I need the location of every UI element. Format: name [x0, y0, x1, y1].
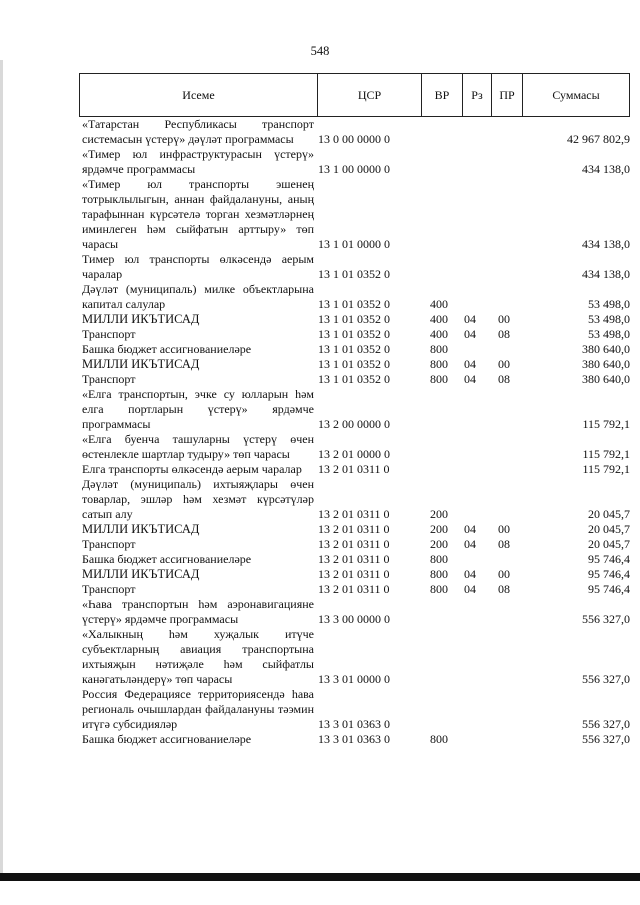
row-sum: 115 792,1: [582, 447, 630, 461]
header-sum: Суммасы: [522, 74, 630, 116]
row-sum: 53 498,0: [588, 312, 630, 326]
row-sum: 53 498,0: [588, 327, 630, 341]
row-name: Транспорт: [82, 372, 136, 386]
row-sum: 434 138,0: [582, 237, 630, 251]
table-body: [82, 117, 630, 747]
row-name: Транспорт: [82, 582, 136, 596]
table-row: [82, 372, 630, 387]
row-vr: 800: [430, 567, 448, 581]
table-row: [82, 477, 630, 522]
row-vr: 400: [430, 312, 448, 326]
table-row: [82, 732, 630, 747]
row-csr: 13 2 01 0311 0: [318, 522, 390, 536]
row-rz: 04: [464, 327, 476, 341]
row-name: МИЛЛИ ИКЪТИСАД: [82, 522, 200, 536]
row-name: Дәүләт (муниципаль) ихтыяҗлары өчен товарлар, эшләр һәм хезмәт күрсәтүләр сатып алу: [82, 477, 314, 521]
row-name: Башка бюджет ассигнованиеләре: [82, 552, 252, 566]
row-name: «Һава транспортын һәм аэронавигацияне үстерү» ярдәмче программасы: [82, 597, 314, 626]
row-sum: 95 746,4: [588, 567, 630, 581]
row-csr: 13 3 01 0363 0: [318, 717, 390, 731]
row-csr: 13 1 01 0352 0: [318, 312, 390, 326]
scan-left-edge: [0, 60, 3, 873]
header-vr: ВР: [421, 74, 462, 116]
table-header: [79, 73, 630, 117]
row-csr: 13 1 01 0000 0: [318, 237, 390, 251]
row-rz: 04: [464, 372, 476, 386]
row-vr: 800: [430, 552, 448, 566]
row-csr: 13 3 01 0363 0: [318, 732, 390, 746]
row-vr: 800: [430, 582, 448, 596]
row-vr: 800: [430, 372, 448, 386]
row-vr: 200: [430, 522, 448, 536]
row-name: Тимер юл транспорты өлкәсендә аерым чаралар: [82, 252, 314, 281]
row-name: «Тимер юл транспорты эшенең тотрыклылыгын, аннан файдалануны, аның тарафыннан күрсәтелә торган хезмәтләрнең иминлеген һәм сыйфатын арттыру» төп чарасы: [82, 177, 314, 251]
row-sum: 53 498,0: [588, 297, 630, 311]
row-csr: 13 1 01 0352 0: [318, 297, 390, 311]
table-row: [82, 357, 630, 372]
row-name: МИЛЛИ ИКЪТИСАД: [82, 567, 200, 581]
row-name: Башка бюджет ассигнованиеләре: [82, 732, 252, 746]
row-pr: 08: [498, 582, 510, 596]
row-sum: 380 640,0: [582, 342, 630, 356]
row-csr: 13 2 01 0311 0: [318, 507, 390, 521]
row-rz: 04: [464, 567, 476, 581]
row-pr: 00: [498, 312, 510, 326]
header-rz: Рз: [462, 74, 491, 116]
row-sum: 95 746,4: [588, 582, 630, 596]
table-row: [82, 252, 630, 282]
table-row: [82, 522, 630, 537]
table-row: [82, 327, 630, 342]
row-csr: 13 3 00 0000 0: [318, 612, 390, 626]
row-name: «Елга буенча ташуларны үстерү өчен өстенлекле шартлар тудыру» төп чарасы: [82, 432, 314, 461]
row-csr: 13 2 01 0311 0: [318, 567, 390, 581]
row-vr: 400: [430, 327, 448, 341]
row-pr: 00: [498, 357, 510, 371]
row-name: «Елга транспортын, эчке су юлларын һәм елга портларын үстерү» ярдәмче программасы: [82, 387, 314, 431]
row-vr: 200: [430, 507, 448, 521]
table-row: [82, 117, 630, 147]
row-sum: 95 746,4: [588, 552, 630, 566]
row-name: МИЛЛИ ИКЪТИСАД: [82, 312, 200, 326]
row-vr: 800: [430, 342, 448, 356]
row-name: Транспорт: [82, 327, 136, 341]
row-sum: 20 045,7: [588, 522, 630, 536]
row-name: МИЛЛИ ИКЪТИСАД: [82, 357, 200, 371]
header-csr: ЦСР: [317, 74, 421, 116]
row-pr: 08: [498, 327, 510, 341]
table-row: [82, 312, 630, 327]
row-pr: 00: [498, 567, 510, 581]
row-sum: 434 138,0: [582, 267, 630, 281]
row-sum: 556 327,0: [582, 612, 630, 626]
table-row: [82, 537, 630, 552]
row-csr: 13 2 01 0311 0: [318, 537, 390, 551]
table-row: [82, 387, 630, 432]
row-sum: 115 792,1: [582, 417, 630, 431]
table-row: [82, 177, 630, 252]
table-row: [82, 462, 630, 477]
row-pr: 08: [498, 537, 510, 551]
row-name: Башка бюджет ассигнованиеләре: [82, 342, 252, 356]
row-vr: 400: [430, 297, 448, 311]
scan-bottom-bar: [0, 873, 640, 881]
row-csr: 13 0 00 0000 0: [318, 132, 390, 146]
row-sum: 434 138,0: [582, 162, 630, 176]
row-sum: 20 045,7: [588, 507, 630, 521]
row-vr: 800: [430, 357, 448, 371]
row-name: «Татарстан Республикасы транспорт системасын үстерү» дәүләт программасы: [82, 117, 314, 146]
row-sum: 556 327,0: [582, 717, 630, 731]
row-csr: 13 2 00 0000 0: [318, 417, 390, 431]
row-sum: 42 967 802,9: [567, 132, 630, 146]
row-pr: 08: [498, 372, 510, 386]
row-sum: 556 327,0: [582, 672, 630, 686]
table-row: [82, 552, 630, 567]
row-name: Елга транспорты өлкәсендә аерым чаралар: [82, 462, 302, 476]
row-vr: 200: [430, 537, 448, 551]
table-row: [82, 687, 630, 732]
row-name: Дәүләт (муниципаль) милке объектларына капитал салулар: [82, 282, 314, 311]
row-csr: 13 1 01 0352 0: [318, 342, 390, 356]
row-csr: 13 1 01 0352 0: [318, 267, 390, 281]
row-sum: 380 640,0: [582, 372, 630, 386]
table-row: [82, 582, 630, 597]
row-rz: 04: [464, 537, 476, 551]
row-rz: 04: [464, 312, 476, 326]
row-name: Россия Федерациясе территориясендә һава региональ очышлардан файдалануны тәэмин итүгә субсидияләр: [82, 687, 314, 731]
table-row: [82, 597, 630, 627]
header-pr: ПР: [491, 74, 522, 116]
row-csr: 13 2 01 0000 0: [318, 447, 390, 461]
row-sum: 380 640,0: [582, 357, 630, 371]
row-rz: 04: [464, 357, 476, 371]
row-name: «Халыкның һәм хуҗалык итүче субъектларның авиация транспортына ихтыяҗын нәтиҗәле һәм сыйфатлы канәгатьләндерү» төп чарасы: [82, 627, 314, 686]
page-number: 548: [310, 44, 330, 58]
row-csr: 13 2 01 0311 0: [318, 462, 390, 476]
table-row: [82, 627, 630, 687]
row-csr: 13 1 01 0352 0: [318, 372, 390, 386]
row-rz: 04: [464, 522, 476, 536]
row-sum: 556 327,0: [582, 732, 630, 746]
row-sum: 20 045,7: [588, 537, 630, 551]
row-rz: 04: [464, 582, 476, 596]
row-csr: 13 1 01 0352 0: [318, 357, 390, 371]
table-row: [82, 147, 630, 177]
row-name: «Тимер юл инфраструктурасын үстерү» ярдәмче программасы: [82, 147, 314, 176]
row-vr: 800: [430, 732, 448, 746]
table-row: [82, 342, 630, 357]
row-csr: 13 2 01 0311 0: [318, 582, 390, 596]
row-csr: 13 2 01 0311 0: [318, 552, 390, 566]
row-csr: 13 3 01 0000 0: [318, 672, 390, 686]
table-row: [82, 432, 630, 462]
row-pr: 00: [498, 522, 510, 536]
row-sum: 115 792,1: [582, 462, 630, 476]
row-csr: 13 1 01 0352 0: [318, 327, 390, 341]
header-name: Исеме: [79, 74, 317, 116]
row-csr: 13 1 00 0000 0: [318, 162, 390, 176]
table-row: [82, 567, 630, 582]
table-row: [82, 282, 630, 312]
row-name: Транспорт: [82, 537, 136, 551]
